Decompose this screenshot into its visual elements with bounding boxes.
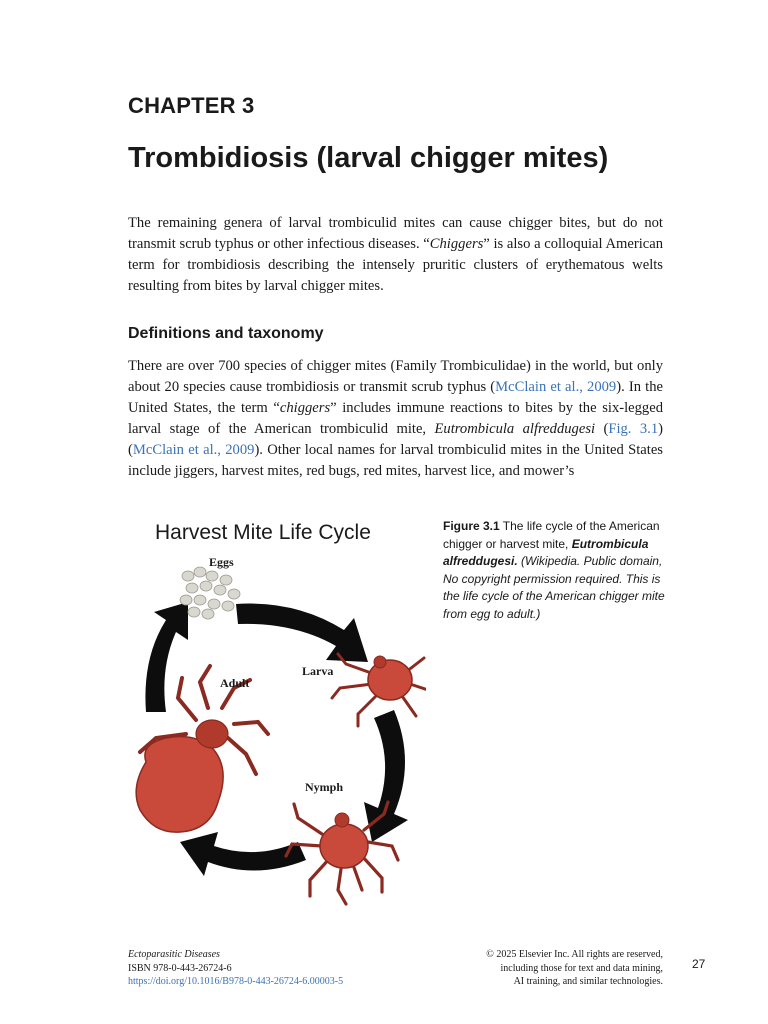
footer-copyright-2: including those for text and data mining, [500, 962, 663, 974]
citation-link-2[interactable]: McClain et al., 2009 [132, 442, 255, 458]
tax-text-d: ( [595, 421, 609, 437]
caption-text-1: The life cycle of the American chigger or harvest mite, [443, 519, 660, 551]
tax-italic-chiggers: chiggers [279, 400, 331, 416]
larva-mite-body [368, 660, 412, 700]
figure-caption [443, 518, 665, 623]
life-cycle-figure [126, 512, 426, 907]
tax-text-e: ) ( [128, 421, 663, 458]
tax-italic-species: Eutrombicula alfreddugesi [434, 421, 596, 437]
caption-species: Eutrombicula alfreddugesi. [443, 536, 649, 568]
larva-mite-head [374, 656, 386, 668]
nymph-mite-body [320, 824, 368, 868]
adult-mite-head [196, 720, 228, 748]
footer-right [423, 948, 663, 989]
section-heading: Definitions and taxonomy [128, 325, 324, 342]
intro-italic-chiggers: Chiggers [429, 236, 484, 252]
label-nymph: Nymph [305, 780, 344, 794]
figure-ref-link[interactable]: Fig. 3.1 [608, 421, 659, 437]
label-adult: Adult [220, 676, 250, 690]
citation-link-1[interactable]: McClain et al., 2009 [495, 379, 617, 395]
footer-isbn: ISBN 978-0-443-26724-6 [128, 962, 232, 974]
eggs-cluster-icon [180, 567, 240, 619]
intro-text-1: The remaining genera of larval trombiculid mites can cause chigger bites, but do not transmit scrub typhus or other infectious diseases. “ [128, 215, 663, 252]
caption-number: Figure 3.1 [443, 519, 500, 533]
arrow-adult-to-eggs-icon [145, 602, 188, 712]
intro-paragraph [128, 213, 663, 297]
arrow-eggs-to-larva-icon [236, 604, 368, 662]
nymph-mite-head [335, 813, 349, 827]
tax-text-c: ” includes immune reactions to bites by the six-legged larval stage of the American trombiculid mite, [128, 400, 664, 437]
footer-copyright-1: © 2025 Elsevier Inc. All rights are reserved, [486, 949, 663, 960]
taxonomy-paragraph [128, 356, 663, 482]
tax-text-a: There are over 700 species of chigger mites (Family Trombiculidae) in the world, but only about 20 species cause trombidiosis or transmit scrub typhus ( [128, 358, 663, 395]
intro-text-2: ” is also a colloquial American term for trombidiosis describing the intensely pruritic clusters of erythematous welts resulting from bites by larval chigger mites. [128, 236, 663, 294]
footer-journal: Ectoparasitic Diseases [128, 949, 220, 960]
tax-text-f: ). Other local names for larval trombiculid mites in the United States include jiggers, harvest mites, red bugs, red mites, harvest lice, and mower’s [128, 442, 663, 479]
label-eggs: Eggs [209, 555, 234, 569]
tax-text-b: ). In the United States, the term “ [128, 379, 663, 416]
chapter-title: Trombidiosis (larval chigger mites) [128, 142, 609, 174]
adult-mite-body [136, 737, 223, 833]
page-number: 27 [692, 957, 706, 971]
label-larva: Larva [302, 664, 334, 678]
arrow-larva-to-nymph-icon [364, 710, 408, 842]
figure-title: Harvest Mite Life Cycle [155, 521, 371, 544]
caption-text-2: (Wikipedia. Public domain, No copyright permission required. This is the life cycle of the American chigger mite from egg to adult.) [443, 554, 665, 621]
footer-left [128, 948, 343, 989]
footer-copyright-3: AI training, and similar technologies. [513, 976, 663, 987]
chapter-label: CHAPTER 3 [128, 93, 255, 118]
footer-doi-link[interactable]: https://doi.org/10.1016/B978-0-443-26724-6.00003-5 [128, 976, 344, 987]
